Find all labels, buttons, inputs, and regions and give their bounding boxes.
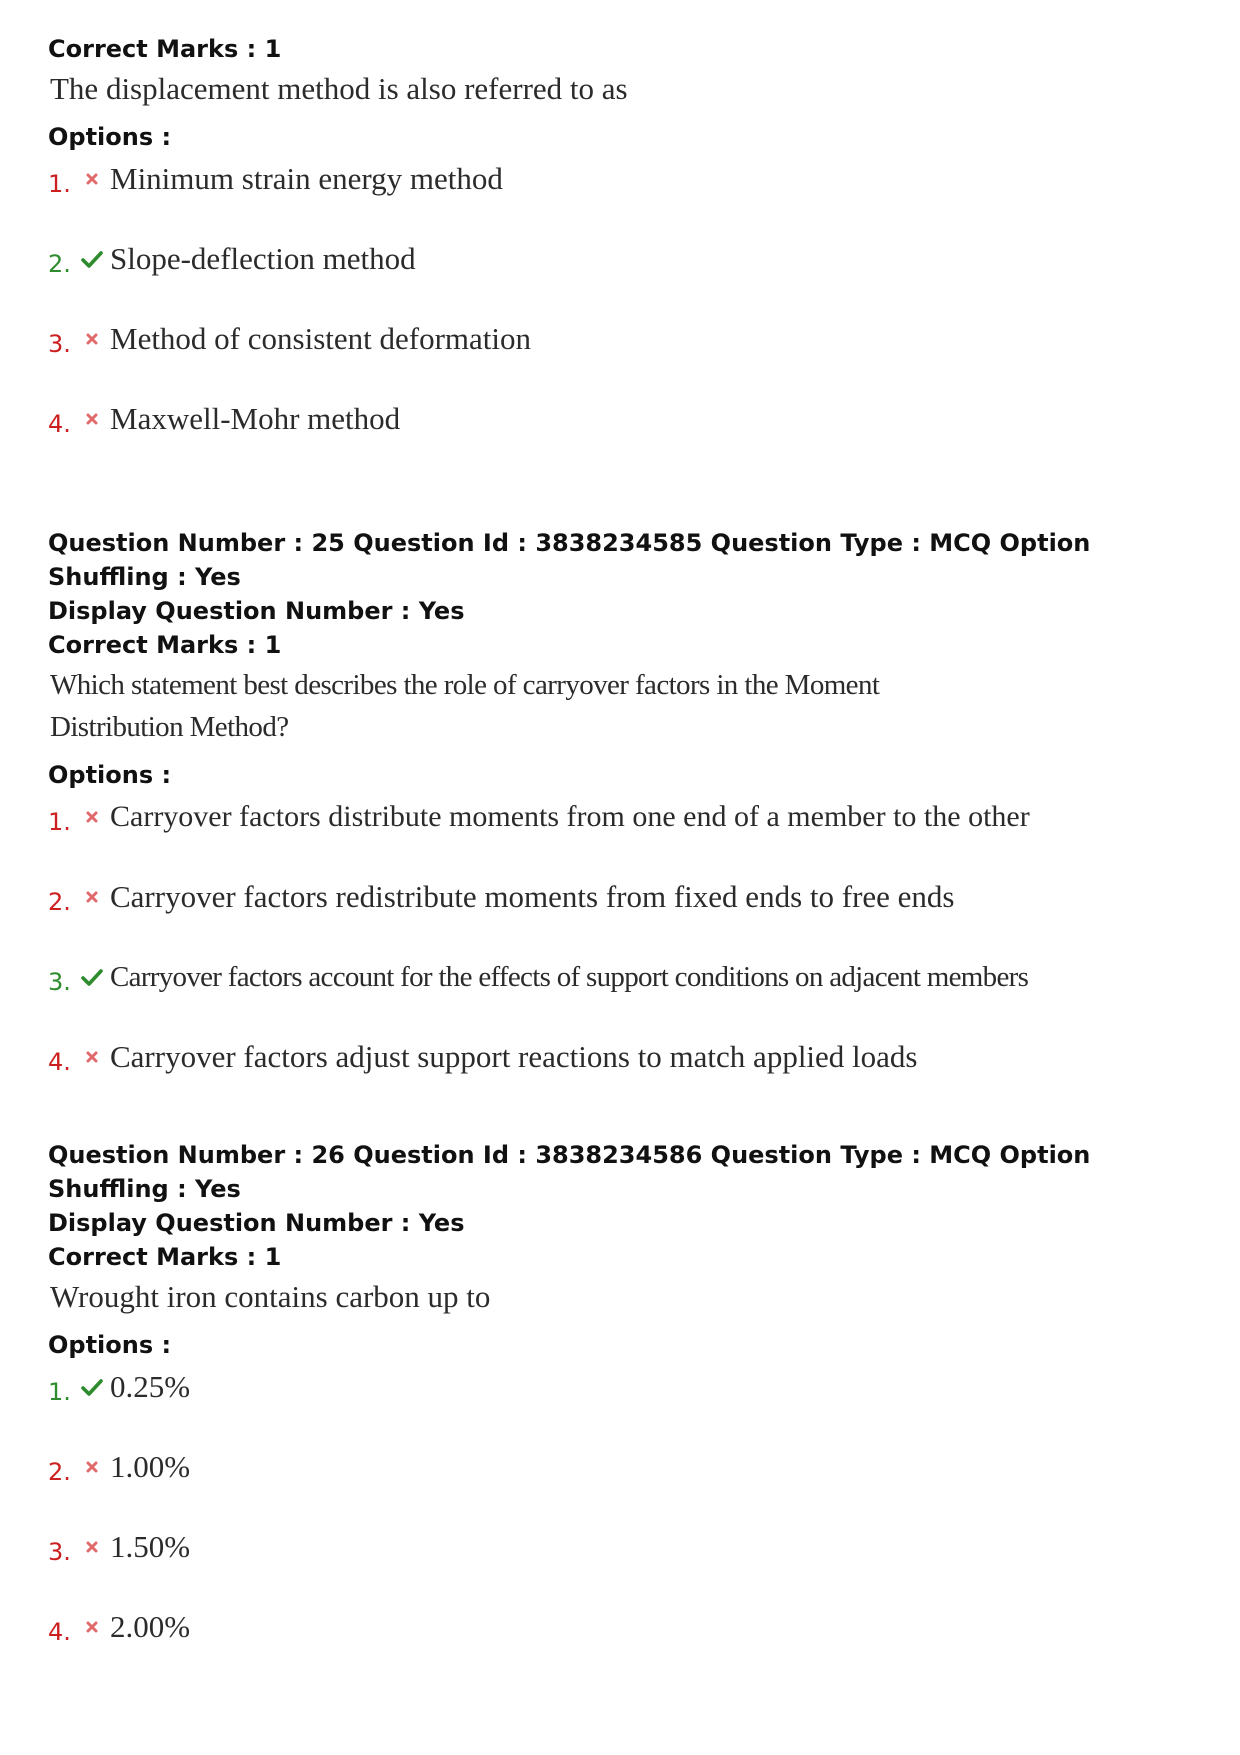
option-mark	[78, 162, 106, 196]
display-question-number: Display Question Number : Yes	[48, 1209, 465, 1237]
option-mark	[78, 1610, 106, 1644]
option-number: 1.	[48, 1378, 71, 1406]
option-mark	[78, 960, 106, 994]
option-text: Carryover factors account for the effects of support conditions on adjacent members	[110, 961, 1029, 993]
option-item	[48, 1608, 1198, 1688]
question-header: Question Number : 25 Question Id : 3838234585 Question Type : MCQ Option Shuffling : Yes	[48, 529, 1091, 591]
question-text: The displacement method is also referred to as	[50, 71, 628, 106]
option-mark	[78, 322, 106, 356]
option-item	[48, 798, 1198, 878]
cross-icon	[84, 1539, 100, 1555]
option-mark	[78, 402, 106, 436]
display-question-number: Display Question Number : Yes	[48, 597, 465, 625]
option-text: Carryover factors distribute moments from one end of a member to the other	[110, 800, 1030, 833]
option-item	[48, 160, 1198, 240]
cross-icon	[84, 171, 100, 187]
cross-icon	[84, 889, 100, 905]
option-mark	[78, 1530, 106, 1564]
options-label: Options :	[48, 761, 172, 789]
question-block-24	[48, 32, 1198, 478]
option-number: 2.	[48, 250, 71, 278]
options-label: Options :	[48, 123, 172, 151]
cross-icon	[84, 411, 100, 427]
option-number: 1.	[48, 808, 71, 836]
option-text: 2.00%	[110, 1609, 191, 1644]
option-mark	[78, 1040, 106, 1074]
cross-icon	[84, 1049, 100, 1065]
cross-icon	[84, 809, 100, 825]
option-text: Slope-deflection method	[110, 241, 416, 276]
option-text: 0.25%	[110, 1369, 191, 1404]
option-item	[48, 1038, 1198, 1116]
option-text: Carryover factors adjust support reactions to match applied loads	[110, 1039, 918, 1074]
option-number: 3.	[48, 1538, 71, 1566]
option-text: Method of consistent deformation	[110, 321, 531, 356]
option-number: 3.	[48, 330, 71, 358]
option-text: Carryover factors redistribute moments from fixed ends to free ends	[110, 879, 955, 914]
option-text: Minimum strain energy method	[110, 161, 503, 196]
option-item	[48, 1448, 1198, 1528]
option-mark	[78, 242, 106, 276]
check-icon	[80, 1375, 104, 1399]
cross-icon	[84, 1459, 100, 1475]
option-mark	[78, 800, 106, 834]
cross-icon	[84, 1619, 100, 1635]
option-mark	[78, 1450, 106, 1484]
option-item	[48, 878, 1198, 958]
options-label: Options :	[48, 1331, 172, 1359]
option-item	[48, 1528, 1198, 1608]
question-text: Wrought iron contains carbon up to	[50, 1279, 491, 1314]
option-number: 4.	[48, 1618, 71, 1646]
option-text: 1.50%	[110, 1529, 191, 1564]
option-item	[48, 320, 1198, 400]
options-list	[48, 798, 1198, 1116]
question-paper	[48, 32, 1198, 1688]
correct-marks: Correct Marks : 1	[48, 35, 282, 63]
cross-icon	[84, 331, 100, 347]
option-number: 1.	[48, 170, 71, 198]
option-item	[48, 240, 1198, 320]
option-item	[48, 1368, 1198, 1448]
option-item	[48, 400, 1198, 478]
option-text: Maxwell-Mohr method	[110, 401, 401, 436]
option-mark	[78, 880, 106, 914]
option-number: 2.	[48, 888, 71, 916]
option-text: 1.00%	[110, 1449, 191, 1484]
option-number: 4.	[48, 410, 71, 438]
check-icon	[80, 965, 104, 989]
option-number: 3.	[48, 968, 71, 996]
correct-marks: Correct Marks : 1	[48, 631, 282, 659]
options-list	[48, 1368, 1198, 1688]
check-icon	[80, 247, 104, 271]
option-mark	[78, 1370, 106, 1404]
options-list	[48, 160, 1198, 478]
option-number: 2.	[48, 1458, 71, 1486]
question-block-26	[48, 1138, 1198, 1688]
question-text: Which statement best describes the role of carryover factors in the Moment Distribution Method?	[50, 669, 880, 743]
correct-marks: Correct Marks : 1	[48, 1243, 282, 1271]
option-number: 4.	[48, 1048, 71, 1076]
option-item	[48, 958, 1198, 1038]
question-header: Question Number : 26 Question Id : 3838234586 Question Type : MCQ Option Shuffling : Yes	[48, 1141, 1091, 1203]
question-block-25	[48, 526, 1198, 1116]
